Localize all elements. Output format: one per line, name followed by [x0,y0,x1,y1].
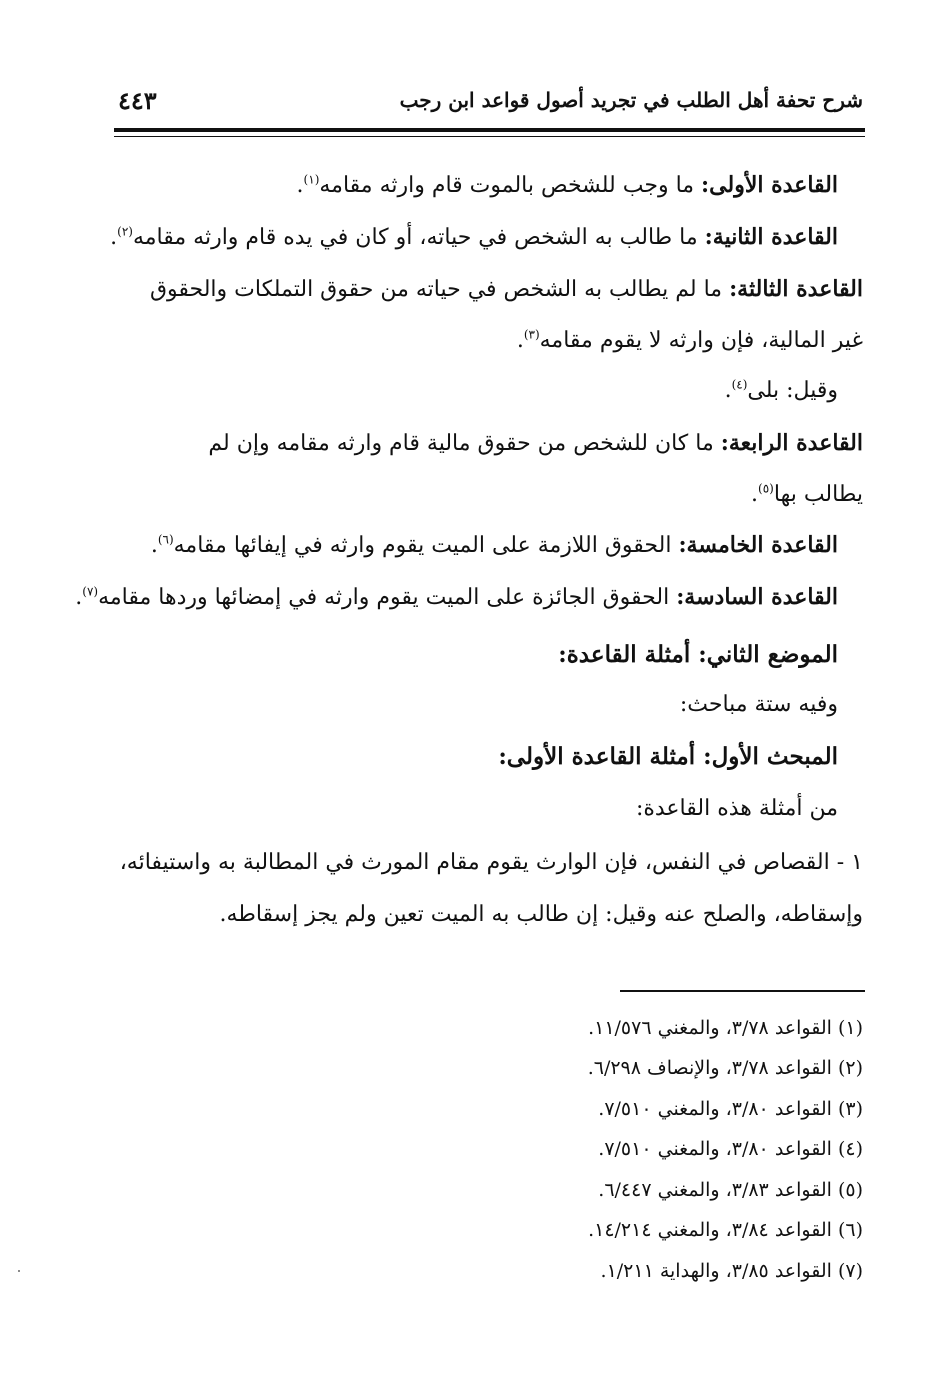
rule-6-text: الحقوق الجائزة على الميت يقوم وارثه في إمضائها وردها مقامه [98,585,677,610]
rule-2-text: ما طالب به الشخص في حياته، أو كان في يده قام وارثه مقامه [132,225,705,250]
rule-4-label: القاعدة الرابعة: [720,430,863,456]
footnote-ref-7: (٧) [82,584,99,599]
footnote-7: (٧) القواعد ٣/٨٥، والهداية ١/٢١١. [600,1260,863,1282]
rule-4-text-2: يطالب بها [773,482,863,507]
page-number: ٤٤٣ [118,86,157,115]
footnote-3: (٣) القواعد ٣/٨٠، والمغني ٧/٥١٠. [598,1098,863,1120]
rule-3-line-1 [120,274,863,305]
qil-text: وقيل: بلى [747,378,838,403]
rule-4-line-1 [120,428,863,459]
example-1-line-2: وإسقاطه، والصلح عنه وقيل: إن طالب به الميت تعين ولم يجز إسقاطه. [219,902,863,927]
rule-4-line-2: يطالب بها$^{(٥)}$. [751,481,863,507]
header-rule-thin [114,136,865,137]
rule-1-text: ما وجب للشخص بالموت قام وارثه مقامه [319,173,702,198]
page-header [118,88,863,122]
rule-5-line: القاعدة الخامسة: الحقوق اللازمة على الميت يقوم وارثه في إيفائها مقامه$^{(٦)}$. [150,532,838,558]
footnote-5: (٥) القواعد ٣/٨٣، والمغني ٦/٤٤٧. [598,1179,863,1201]
section-intro: وفيه ستة مباحث: [679,692,838,717]
rule-3-text-2: غير المالية، فإن وارثه لا يقوم مقامه [539,328,863,353]
rule-1-line: القاعدة الأولى: ما وجب للشخص بالموت قام وارثه مقامه$^{(١)}$. [296,172,838,198]
scan-speck [18,1270,20,1272]
footnote-ref-4: (٤) [731,377,748,392]
rule-1-label: القاعدة الأولى: [701,172,838,198]
rule-6-line: القاعدة السادسة: الحقوق الجائزة على الميت يقوم وارثه في إمضائها وردها مقامه$^{(٧)}$. [75,584,838,610]
rule-5-text: الحقوق اللازمة على الميت يقوم وارثه في إيفائها مقامه [173,533,679,558]
footnote-1: (١) القواعد ٣/٧٨، والمغني ١١/٥٧٦. [588,1017,863,1039]
footnote-ref-1: (١) [303,172,320,187]
running-title: شرح تحفة أهل الطلب في تجريد أصول قواعد ابن رجب [399,88,863,112]
footnote-ref-5: (٥) [758,481,774,496]
example-1-line-1: ١ - القصاص في النفس، فإن الوارث يقوم مقام المورث في المطالبة به واستيفائه، [119,850,863,875]
rule-4-text-1: ما كان للشخص من حقوق مالية قام وارثه مقامه وإن لم [208,431,721,456]
rule-6-label: القاعدة السادسة: [676,584,838,610]
examples-intro: من أمثلة هذه القاعدة: [635,796,838,821]
rule-3-label: القاعدة الثالثة: [729,276,863,302]
header-rule-thick [114,128,865,132]
footnote-6: (٦) القواعد ٣/٨٤، والمغني ١٤/٢١٤. [588,1219,863,1241]
qil-line: وقيل: بلى$^{(٤)}$. [724,377,838,403]
rule-5-label: القاعدة الخامسة: [678,532,838,558]
rule-2-line: القاعدة الثانية: ما طالب به الشخص في حياته، أو كان في يده قام وارثه مقامه$^{(٢)}$. [110,224,838,250]
footnote-4: (٤) القواعد ٣/٨٠، والمغني ٧/٥١٠. [598,1138,863,1160]
rule-3-line-2: غير المالية، فإن وارثه لا يقوم مقامه$^{(٣)}$. [516,327,863,353]
footnote-2: (٢) القواعد ٣/٧٨، والإنصاف ٦/٢٩٨. [587,1057,863,1079]
rule-3-text-1: ما لم يطالب به الشخص في حياته من حقوق التملكات والحقوق [149,277,730,302]
section-2-heading: الموضع الثاني: أمثلة القاعدة: [558,641,838,668]
footnote-ref-6: (٦) [157,532,174,547]
footnote-ref-2: (٢) [117,224,133,239]
topic-1-heading: المبحث الأول: أمثلة القاعدة الأولى: [498,743,838,770]
rule-2-label: القاعدة الثانية: [704,224,838,250]
footnote-ref-3: (٣) [523,327,540,342]
footnote-separator [620,990,865,992]
